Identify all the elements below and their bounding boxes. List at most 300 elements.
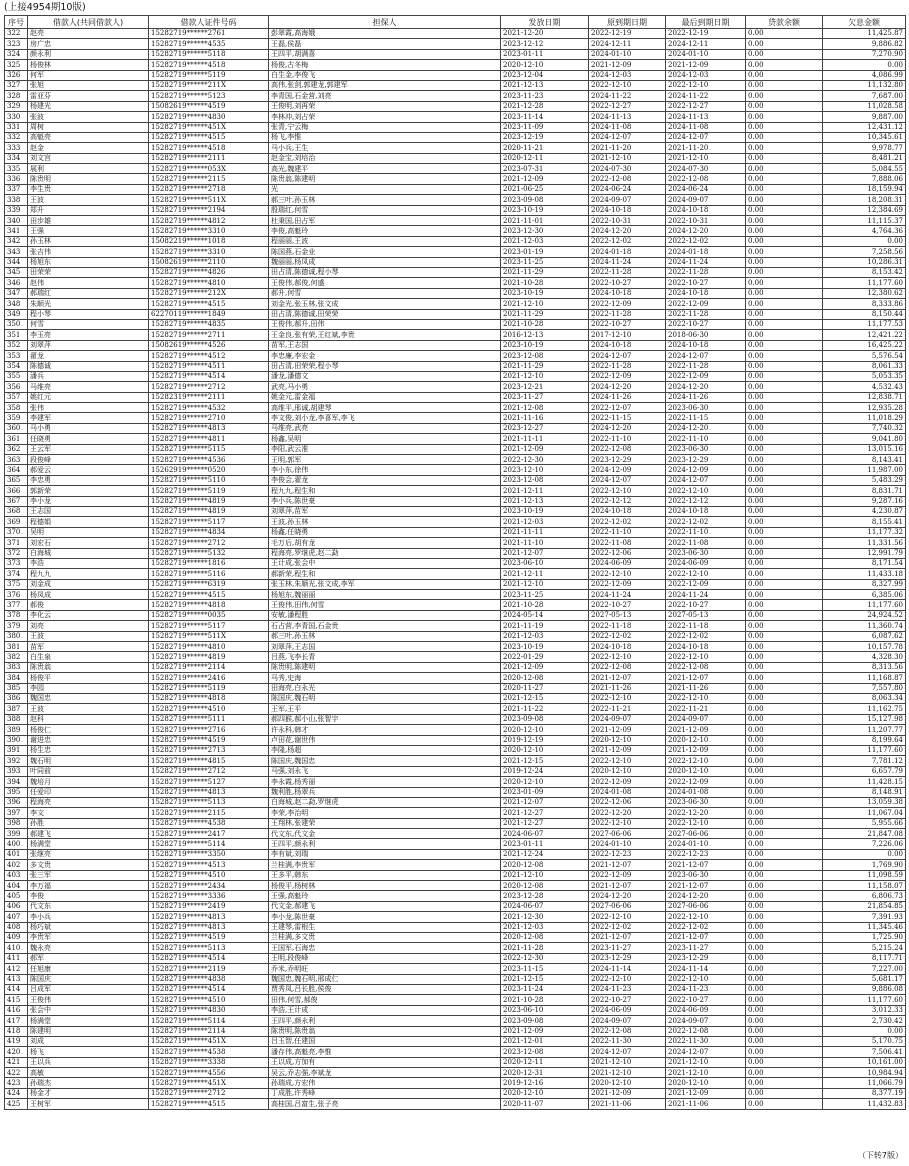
cell-id-number: 15282719******2712	[149, 538, 269, 548]
cell-issue-date: 2021-12-01	[501, 1036, 589, 1046]
cell-issue-date: 2021-12-13	[501, 496, 589, 506]
cell-original-due-date: 2027-06-06	[589, 829, 666, 839]
cell-borrower: 代文东	[28, 901, 149, 911]
cell-issue-date: 2021-12-09	[501, 662, 589, 672]
cell-interest-owed: 8,061.33	[823, 361, 906, 371]
cell-interest-owed: 9,978.77	[823, 143, 906, 153]
cell-guarantor: 王四平,胡满喜	[269, 49, 501, 59]
cell-index: 330	[5, 112, 28, 122]
table-row	[5, 101, 906, 111]
cell-original-due-date: 2024-12-20	[589, 423, 666, 433]
cell-guarantor: 王四平,颜永利	[269, 839, 501, 849]
cell-interest-owed: 6,806.73	[823, 891, 906, 901]
cell-interest-owed: 11,433.18	[823, 569, 906, 579]
cell-original-due-date: 2022-12-27	[589, 101, 666, 111]
cell-issue-date: 2023-06-10	[501, 558, 589, 568]
cell-id-number: 15282719******5118	[149, 49, 269, 59]
cell-final-due-date: 2024-10-18	[666, 506, 746, 516]
cell-borrower: 姚红元	[28, 392, 149, 402]
cell-loan-balance: 0.00	[746, 455, 823, 465]
cell-final-due-date: 2020-12-10	[666, 735, 746, 745]
cell-index: 356	[5, 382, 28, 392]
cell-loan-balance: 0.00	[746, 527, 823, 537]
cell-final-due-date: 2024-11-23	[666, 984, 746, 994]
cell-id-number: 15282719******451X	[149, 1078, 269, 1088]
table-row	[5, 247, 906, 257]
cell-final-due-date: 2022-10-27	[666, 600, 746, 610]
cell-original-due-date: 2022-11-28	[589, 361, 666, 371]
cell-guarantor: 程九九,程生和	[269, 486, 501, 496]
cell-final-due-date: 2024-12-07	[666, 132, 746, 142]
table-row	[5, 91, 906, 101]
table-row	[5, 413, 906, 423]
cell-borrower: 郭新荣	[28, 486, 149, 496]
cell-final-due-date: 2022-12-27	[666, 101, 746, 111]
cell-original-due-date: 2022-12-10	[589, 80, 666, 90]
cell-loan-balance: 0.00	[746, 1047, 823, 1057]
table-row	[5, 600, 906, 610]
cell-original-due-date: 2022-11-18	[589, 621, 666, 631]
cell-guarantor: 高桂国,吕富生,张子亮	[269, 1099, 501, 1109]
cell-loan-balance: 0.00	[746, 361, 823, 371]
cell-interest-owed: 8,377.19	[823, 1088, 906, 1098]
table-row	[5, 610, 906, 620]
cell-original-due-date: 2021-12-07	[589, 932, 666, 942]
cell-index: 389	[5, 725, 28, 735]
cell-guarantor: 魏丽丽,杨凤成	[269, 257, 501, 267]
cell-original-due-date: 2021-11-06	[589, 1099, 666, 1109]
cell-final-due-date: 2022-12-10	[666, 818, 746, 828]
cell-loan-balance: 0.00	[746, 434, 823, 444]
cell-original-due-date: 2021-12-10	[589, 153, 666, 163]
cell-loan-balance: 0.00	[746, 340, 823, 350]
cell-id-number: 15282719******4813	[149, 922, 269, 932]
cell-original-due-date: 2022-12-06	[589, 548, 666, 558]
table-row	[5, 184, 906, 194]
cell-guarantor: 李林冲,刘占荣	[269, 112, 501, 122]
cell-interest-owed: 11,331.56	[823, 538, 906, 548]
cell-final-due-date: 2022-10-27	[666, 278, 746, 288]
table-row	[5, 257, 906, 267]
cell-guarantor: 李浩,王计成	[269, 1005, 501, 1015]
cell-loan-balance: 0.00	[746, 694, 823, 704]
cell-interest-owed: 11,018.29	[823, 413, 906, 423]
cell-issue-date: 2021-11-16	[501, 413, 589, 423]
cell-issue-date: 2021-10-28	[501, 319, 589, 329]
cell-interest-owed: 9,887.00	[823, 112, 906, 122]
cell-id-number: 15282719******4556	[149, 1068, 269, 1078]
cell-index: 339	[5, 205, 28, 215]
cell-interest-owed: 10,984.94	[823, 1068, 906, 1078]
cell-interest-owed: 8,153.42	[823, 267, 906, 277]
cell-borrower: 孙胜	[28, 818, 149, 828]
table-row	[5, 288, 906, 298]
cell-original-due-date: 2024-10-18	[589, 642, 666, 652]
cell-id-number: 15282319******2111	[149, 392, 269, 402]
cell-issue-date: 2021-11-01	[501, 216, 589, 226]
cell-loan-balance: 0.00	[746, 766, 823, 776]
cell-issue-date: 2023-12-08	[501, 475, 589, 485]
cell-borrower: 颜永利	[28, 49, 149, 59]
table-row	[5, 70, 906, 80]
cell-borrower: 杨俊平	[28, 673, 149, 683]
cell-guarantor: 吴云,乔志强,李斌龙	[269, 1068, 501, 1078]
table-row	[5, 1057, 906, 1067]
cell-final-due-date: 2022-12-08	[666, 174, 746, 184]
cell-loan-balance: 0.00	[746, 382, 823, 392]
cell-index: 345	[5, 267, 28, 277]
table-row	[5, 974, 906, 984]
cell-borrower: 陈德诚	[28, 361, 149, 371]
cell-id-number: 15282719******3338	[149, 1057, 269, 1067]
cell-issue-date: 2021-11-11	[501, 527, 589, 537]
cell-issue-date: 2020-11-27	[501, 683, 589, 693]
cell-guarantor: 王俊伟,郝俊,何盛	[269, 278, 501, 288]
cell-guarantor: 毛万后,胡有龙	[269, 538, 501, 548]
cell-index: 322	[5, 29, 28, 39]
cell-id-number: 15282719******4510	[149, 870, 269, 880]
cell-guarantor: 李永霞,杨秀丽	[269, 777, 501, 787]
cell-final-due-date: 2018-06-30	[666, 330, 746, 340]
cell-index: 403	[5, 870, 28, 880]
cell-issue-date: 2023-10-19	[501, 205, 589, 215]
cell-original-due-date: 2022-12-09	[589, 777, 666, 787]
cell-final-due-date: 2024-12-07	[666, 1047, 746, 1057]
cell-index: 343	[5, 247, 28, 257]
cell-borrower: 王波	[28, 704, 149, 714]
cell-original-due-date: 2024-12-03	[589, 70, 666, 80]
cell-final-due-date: 2022-12-09	[666, 299, 746, 309]
col-header-loan-balance: 贷款余额	[746, 16, 823, 29]
cell-index: 340	[5, 216, 28, 226]
cell-interest-owed: 11,360.74	[823, 621, 906, 631]
cell-loan-balance: 0.00	[746, 548, 823, 558]
cell-loan-balance: 0.00	[746, 319, 823, 329]
cell-final-due-date: 2022-12-10	[666, 486, 746, 496]
cell-borrower: 程德娟	[28, 517, 149, 527]
cell-issue-date: 2021-12-08	[501, 403, 589, 413]
cell-issue-date: 2021-10-28	[501, 278, 589, 288]
cell-interest-owed: 10,286.31	[823, 257, 906, 267]
cell-final-due-date: 2024-12-20	[666, 423, 746, 433]
table-row	[5, 725, 906, 735]
cell-borrower: 张会中	[28, 1005, 149, 1015]
cell-id-number: 15282719******4813	[149, 787, 269, 797]
cell-interest-owed: 5,170.75	[823, 1036, 906, 1046]
cell-guarantor: 王以成,方加有	[269, 1057, 501, 1067]
cell-borrower: 程九九	[28, 569, 149, 579]
cell-id-number: 15282719******2119	[149, 964, 269, 974]
cell-final-due-date: 2022-12-12	[666, 496, 746, 506]
cell-borrower: 王俊伟	[28, 995, 149, 1005]
cell-index: 377	[5, 600, 28, 610]
cell-issue-date: 2021-12-09	[501, 444, 589, 454]
cell-loan-balance: 0.00	[746, 642, 823, 652]
cell-loan-balance: 0.00	[746, 704, 823, 714]
cell-original-due-date: 2024-11-08	[589, 122, 666, 132]
cell-id-number: 15282719******2711	[149, 330, 269, 340]
cell-id-number: 15282719******5111	[149, 714, 269, 724]
cell-interest-owed: 12,431.12	[823, 122, 906, 132]
cell-borrower: 陈贵明	[28, 174, 149, 184]
table-row	[5, 631, 906, 641]
cell-issue-date: 2021-12-03	[501, 236, 589, 246]
cell-index: 329	[5, 101, 28, 111]
cell-issue-date: 2023-10-19	[501, 642, 589, 652]
cell-borrower: 田荣荣	[28, 267, 149, 277]
cell-guarantor: 卢田花,谢世伟	[269, 735, 501, 745]
cell-borrower: 刘宏石	[28, 538, 149, 548]
cell-final-due-date: 2021-11-26	[666, 683, 746, 693]
cell-issue-date: 2023-11-24	[501, 984, 589, 994]
cell-borrower: 魏国忠	[28, 694, 149, 704]
cell-interest-owed: 8,143.41	[823, 455, 906, 465]
cell-issue-date: 2021-11-28	[501, 943, 589, 953]
cell-issue-date: 2023-01-09	[501, 787, 589, 797]
col-header-final-due-date: 最后到期日期	[666, 16, 746, 29]
col-header-issue-date: 发放日期	[501, 16, 589, 29]
cell-guarantor: 李青国,石金营,刘亮	[269, 91, 501, 101]
cell-id-number: 15282719******5115	[149, 444, 269, 454]
cell-issue-date: 2023-09-08	[501, 1016, 589, 1026]
cell-final-due-date: 2022-12-20	[666, 808, 746, 818]
cell-original-due-date: 2017-12-10	[589, 330, 666, 340]
cell-guarantor: 安敏,潘程胜	[269, 610, 501, 620]
cell-issue-date: 2023-12-08	[501, 351, 589, 361]
cell-issue-date: 2020-12-10	[501, 725, 589, 735]
cell-loan-balance: 0.00	[746, 413, 823, 423]
cell-interest-owed: 8,063.34	[823, 694, 906, 704]
cell-final-due-date: 2023-06-30	[666, 403, 746, 413]
cell-issue-date: 2021-12-09	[501, 174, 589, 184]
cell-index: 406	[5, 901, 28, 911]
cell-guarantor: 孙瑞成,方宏伟	[269, 1078, 501, 1088]
cell-final-due-date: 2024-11-13	[666, 112, 746, 122]
cell-index: 378	[5, 610, 28, 620]
cell-issue-date: 2023-11-15	[501, 964, 589, 974]
cell-original-due-date: 2024-11-14	[589, 964, 666, 974]
cell-borrower: 高敏	[28, 1068, 149, 1078]
cell-id-number: 15282719******4512	[149, 351, 269, 361]
cell-interest-owed: 7,227.00	[823, 964, 906, 974]
cell-original-due-date: 2021-11-26	[589, 683, 666, 693]
cell-loan-balance: 0.00	[746, 1005, 823, 1015]
cell-original-due-date: 2024-12-07	[589, 1047, 666, 1057]
table-row	[5, 1016, 906, 1026]
cell-interest-owed: 16,425.22	[823, 340, 906, 350]
cell-final-due-date: 2022-10-31	[666, 216, 746, 226]
cell-borrower: 杨生忠	[28, 745, 149, 755]
cell-index: 391	[5, 745, 28, 755]
cell-guarantor: 马秀,史海	[269, 673, 501, 683]
cell-interest-owed: 7,557.80	[823, 683, 906, 693]
cell-id-number: 62270119******1849	[149, 309, 269, 319]
cell-interest-owed: 8,199.64	[823, 735, 906, 745]
cell-original-due-date: 2022-12-02	[589, 631, 666, 641]
cell-borrower: 程小琴	[28, 309, 149, 319]
cell-loan-balance: 0.00	[746, 299, 823, 309]
cell-original-due-date: 2024-10-18	[589, 340, 666, 350]
cell-final-due-date: 2023-12-29	[666, 455, 746, 465]
cell-id-number: 15282719******2416	[149, 673, 269, 683]
cell-guarantor: 魏国忠,魏石明,邢成仁	[269, 974, 501, 984]
cell-issue-date: 2020-11-07	[501, 1099, 589, 1109]
table-row	[5, 912, 906, 922]
continued-on-note: （下转7版）	[857, 1151, 903, 1160]
cell-id-number: 15282719******5113	[149, 797, 269, 807]
cell-final-due-date: 2024-12-07	[666, 475, 746, 485]
cell-loan-balance: 0.00	[746, 995, 823, 1005]
cell-index: 366	[5, 486, 28, 496]
cell-guarantor: 郝四猴,郝小山,张智宇	[269, 714, 501, 724]
cell-original-due-date: 2022-12-09	[589, 579, 666, 589]
cell-interest-owed: 24,924.52	[823, 610, 906, 620]
cell-original-due-date: 2022-11-15	[589, 413, 666, 423]
cell-issue-date: 2021-12-15	[501, 694, 589, 704]
cell-original-due-date: 2024-06-24	[589, 184, 666, 194]
cell-borrower: 李玉亮	[28, 330, 149, 340]
cell-borrower: 杨俊仁	[28, 725, 149, 735]
cell-issue-date: 2023-01-19	[501, 247, 589, 257]
cell-id-number: 15282719******211X	[149, 80, 269, 90]
cell-borrower: 田步雄	[28, 216, 149, 226]
cell-final-due-date: 2022-12-10	[666, 80, 746, 90]
cell-borrower: 白生泉	[28, 652, 149, 662]
cell-final-due-date: 2024-11-08	[666, 122, 746, 132]
cell-borrower: 李建军	[28, 413, 149, 423]
cell-guarantor: 王俊明,刘再荣	[269, 101, 501, 111]
cell-issue-date: 2021-06-25	[501, 184, 589, 194]
cell-interest-owed: 0.00	[823, 849, 906, 859]
cell-borrower: 孙瑞杰	[28, 1078, 149, 1088]
cell-borrower: 刘成	[28, 1036, 149, 1046]
cell-loan-balance: 0.00	[746, 1026, 823, 1036]
cell-loan-balance: 0.00	[746, 797, 823, 807]
cell-loan-balance: 0.00	[746, 236, 823, 246]
cell-index: 335	[5, 164, 28, 174]
cell-original-due-date: 2022-12-23	[589, 849, 666, 859]
cell-id-number: 15282719******2713	[149, 745, 269, 755]
cell-issue-date: 2023-06-10	[501, 1005, 589, 1015]
table-row	[5, 922, 906, 932]
cell-guarantor: 郝升,何雪	[269, 288, 501, 298]
cell-original-due-date: 2021-12-07	[589, 881, 666, 891]
cell-interest-owed: 12,380.62	[823, 288, 906, 298]
cell-guarantor: 李隆,杨超	[269, 745, 501, 755]
cell-loan-balance: 0.00	[746, 122, 823, 132]
cell-loan-balance: 0.00	[746, 486, 823, 496]
cell-issue-date: 2023-09-08	[501, 714, 589, 724]
cell-interest-owed: 11,177.53	[823, 319, 906, 329]
cell-interest-owed: 13,015.16	[823, 444, 906, 454]
cell-issue-date: 2021-12-27	[501, 808, 589, 818]
table-row	[5, 517, 906, 527]
cell-id-number: 15282719******4514	[149, 953, 269, 963]
cell-issue-date: 2023-07-31	[501, 164, 589, 174]
cell-final-due-date: 2024-12-11	[666, 39, 746, 49]
cell-interest-owed: 4,532.43	[823, 382, 906, 392]
table-row	[5, 309, 906, 319]
table-row	[5, 340, 906, 350]
cell-id-number: 15282719******5127	[149, 777, 269, 787]
cell-borrower: 郝瑞红	[28, 288, 149, 298]
table-row	[5, 1026, 906, 1036]
cell-guarantor: 彭翠霞,高海娥	[269, 29, 501, 39]
cell-original-due-date: 2022-10-27	[589, 319, 666, 329]
cell-interest-owed: 21,847.08	[823, 829, 906, 839]
table-row	[5, 122, 906, 132]
cell-guarantor: 兰桂满,多文贵	[269, 932, 501, 942]
cell-loan-balance: 0.00	[746, 330, 823, 340]
cell-id-number: 15282719******1816	[149, 558, 269, 568]
cell-final-due-date: 2024-09-07	[666, 714, 746, 724]
cell-guarantor: 王多平,韩东	[269, 870, 501, 880]
cell-guarantor: 田占清,陈德诚,程小琴	[269, 267, 501, 277]
cell-issue-date: 2021-12-03	[501, 517, 589, 527]
cell-index: 325	[5, 60, 28, 70]
cell-borrower: 刘文宫	[28, 153, 149, 163]
table-row	[5, 444, 906, 454]
table-row	[5, 558, 906, 568]
cell-borrower: 王波	[28, 195, 149, 205]
cell-id-number: 15282719******4838	[149, 974, 269, 984]
cell-final-due-date: 2022-12-10	[666, 569, 746, 579]
cell-id-number: 15282719******4536	[149, 455, 269, 465]
cell-original-due-date: 2022-10-27	[589, 600, 666, 610]
cell-final-due-date: 2024-01-10	[666, 839, 746, 849]
cell-index: 367	[5, 496, 28, 506]
cell-issue-date: 2021-10-28	[501, 995, 589, 1005]
cell-interest-owed: 4,086.99	[823, 70, 906, 80]
cell-id-number: 15282719******2111	[149, 153, 269, 163]
table-row	[5, 766, 906, 776]
cell-index: 422	[5, 1068, 28, 1078]
cell-guarantor: 刘金光,张玉林,张文成	[269, 299, 501, 309]
cell-final-due-date: 2024-12-20	[666, 891, 746, 901]
cell-issue-date: 2021-12-24	[501, 849, 589, 859]
cell-issue-date: 2023-12-10	[501, 465, 589, 475]
table-row	[5, 652, 906, 662]
table-row	[5, 1068, 906, 1078]
cell-guarantor: 潘存伟,高魁亮,李惟	[269, 1047, 501, 1057]
cell-final-due-date: 2022-11-10	[666, 434, 746, 444]
cell-issue-date: 2021-12-07	[501, 548, 589, 558]
table-row	[5, 132, 906, 142]
cell-final-due-date: 2024-01-18	[666, 247, 746, 257]
cell-index: 380	[5, 631, 28, 641]
cell-original-due-date: 2023-12-29	[589, 953, 666, 963]
cell-id-number: 15282719******3310	[149, 226, 269, 236]
cell-interest-owed: 11,066.79	[823, 1078, 906, 1088]
cell-final-due-date: 2020-12-10	[666, 766, 746, 776]
cell-original-due-date: 2024-09-07	[589, 1016, 666, 1026]
cell-issue-date: 2021-12-30	[501, 912, 589, 922]
table-row	[5, 39, 906, 49]
cell-issue-date: 2023-12-04	[501, 70, 589, 80]
table-row	[5, 382, 906, 392]
cell-final-due-date: 2024-10-18	[666, 642, 746, 652]
cell-index: 337	[5, 184, 28, 194]
cell-loan-balance: 0.00	[746, 101, 823, 111]
cell-loan-balance: 0.00	[746, 891, 823, 901]
cell-id-number: 15282719******0035	[149, 610, 269, 620]
cell-issue-date: 2021-12-10	[501, 870, 589, 880]
cell-loan-balance: 0.00	[746, 600, 823, 610]
cell-final-due-date: 2022-12-10	[666, 974, 746, 984]
cell-borrower: 杨旭东	[28, 257, 149, 267]
cell-index: 328	[5, 91, 28, 101]
cell-borrower: 展利	[28, 164, 149, 174]
